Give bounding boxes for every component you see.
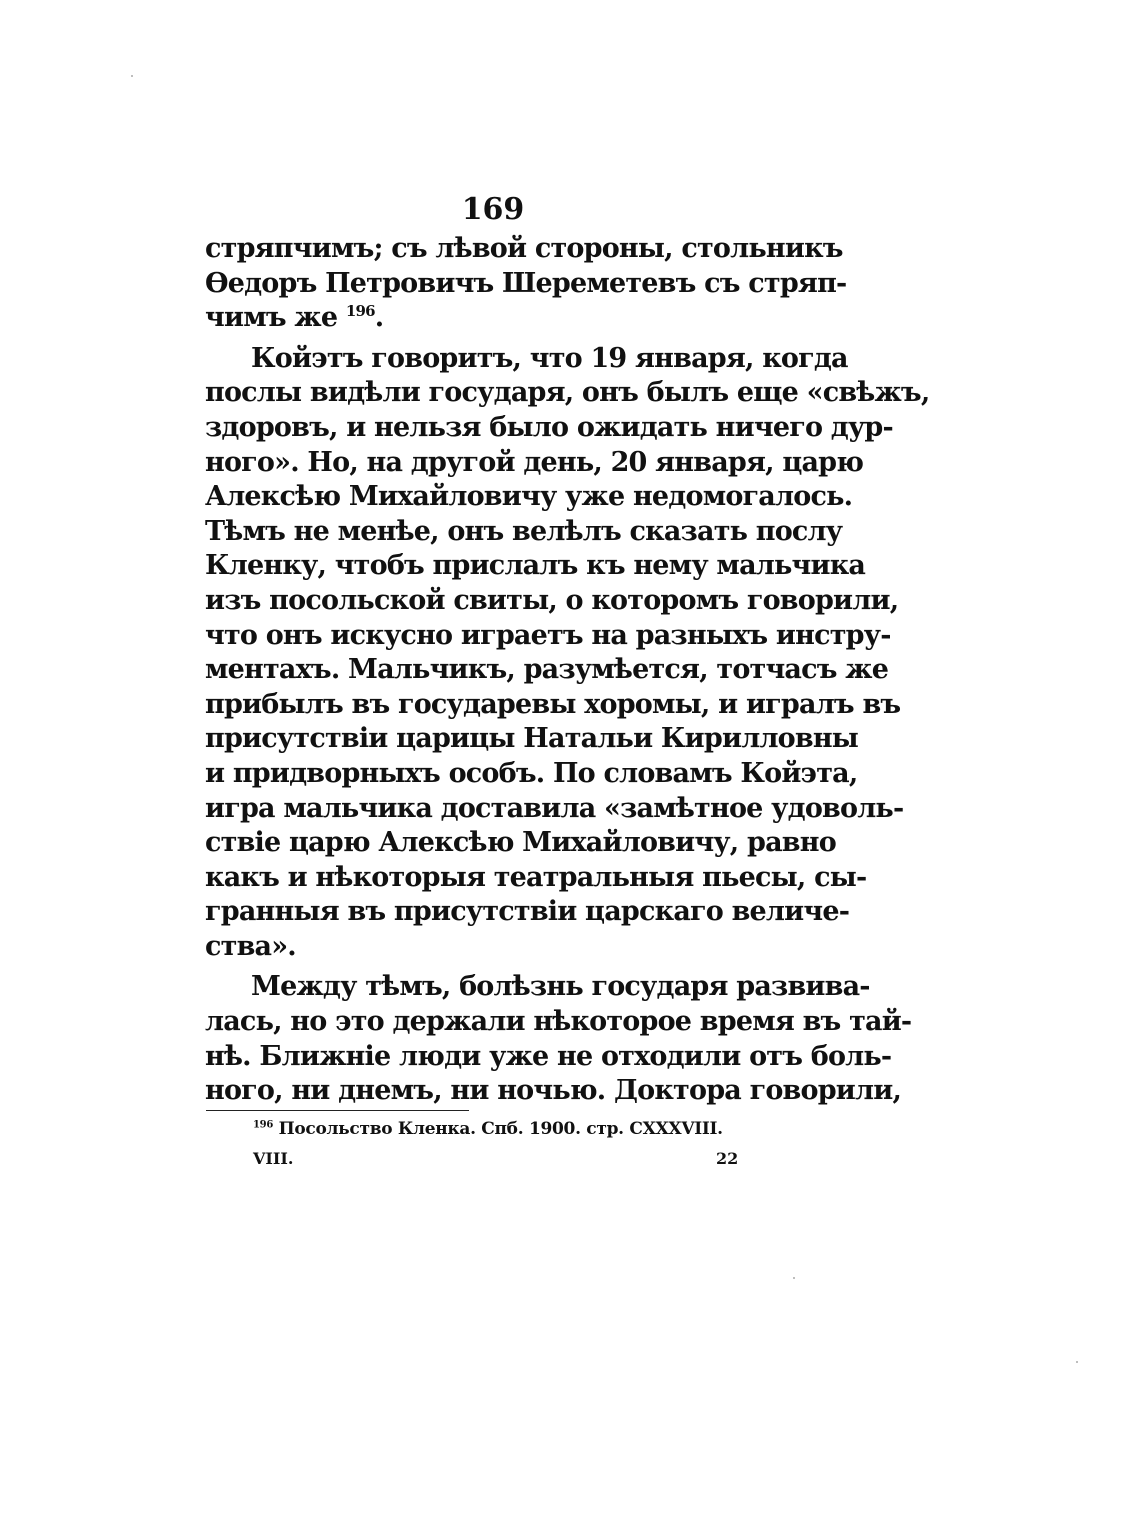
text-line: Койэтъ говоритъ, что 19 января, когда [251, 342, 848, 374]
text-line: ного, ни днемъ, ни ночью. Доктора говорили, [205, 1075, 902, 1107]
text-line: что онъ искусно играетъ на разныхъ инстру- [205, 619, 891, 651]
text-line: гранныя въ присутствіи царскаго величе- [205, 896, 850, 928]
text-line: изъ посольской свиты, о которомъ говорили, [205, 584, 899, 616]
scan-speck [1076, 1361, 1078, 1363]
text-line: Кленку, чтобъ прислалъ къ нему мальчика [205, 550, 866, 582]
signature-mark: VIII. [253, 1149, 294, 1168]
page-number: 169 [461, 192, 525, 227]
footnote-marker: 196 [253, 1119, 273, 1131]
text-line: стряпчимъ; съ лѣвой стороны, стольникъ [205, 233, 843, 264]
paragraph-3 [205, 970, 912, 1108]
text-line: лась, но это держали нѣкоторое время въ тай- [205, 1006, 912, 1038]
text-line: ствіе царю Алексѣю Михайловичу, равно [205, 827, 836, 859]
paragraph-1 [205, 232, 847, 336]
text-line: и придворныхъ особъ. По словамъ Койэта, [205, 757, 858, 789]
scan-speck [793, 1277, 795, 1279]
footnote-rule [206, 1110, 469, 1111]
text-line-tail: . [374, 302, 384, 334]
text-line: ства». [205, 930, 296, 962]
footnote [253, 1118, 723, 1140]
text-line: Ѳедоръ Петровичъ Шереметевъ съ стряп- [205, 267, 847, 299]
text-line: присутствіи царицы Натальи Кирилловны [205, 723, 859, 755]
text-line: прибылъ въ государевы хоромы, и игралъ въ [205, 688, 901, 720]
text-line-content: чимъ же [205, 302, 338, 334]
footnote-reference[interactable]: 196 [345, 302, 375, 321]
scan-speck [131, 75, 133, 77]
text-line [205, 301, 783, 336]
text-line: послы видѣли государя, онъ былъ еще «свѣжъ, [205, 377, 930, 409]
text-line: ментахъ. Мальчикъ, разумѣется, тотчасъ же [205, 654, 889, 686]
text-line: Тѣмъ не менѣе, онъ велѣлъ сказать послу [205, 515, 843, 547]
text-line: Алексѣю Михайловичу уже недомогалось. [205, 481, 853, 513]
footnote-text: Посольство Кленка. Спб. 1900. стр. CXXXVIII. [278, 1119, 723, 1139]
text-line: ного». Но, на другой день, 20 января, царю [205, 446, 864, 478]
text-line: нѣ. Ближніе люди уже не отходили отъ боль- [205, 1040, 892, 1072]
text-line: здоровъ, и нельзя было ожидать ничего дур- [205, 411, 893, 443]
text-line: какъ и нѣкоторыя театральныя пьесы, сы- [205, 861, 867, 893]
text-line: Между тѣмъ, болѣзнь государя развива- [251, 971, 870, 1003]
paragraph-2 [205, 342, 930, 965]
text-line: игра мальчика доставила «замѣтное удоволь- [205, 792, 904, 824]
body-text [205, 232, 930, 1109]
sheet-number: 22 [716, 1149, 739, 1168]
